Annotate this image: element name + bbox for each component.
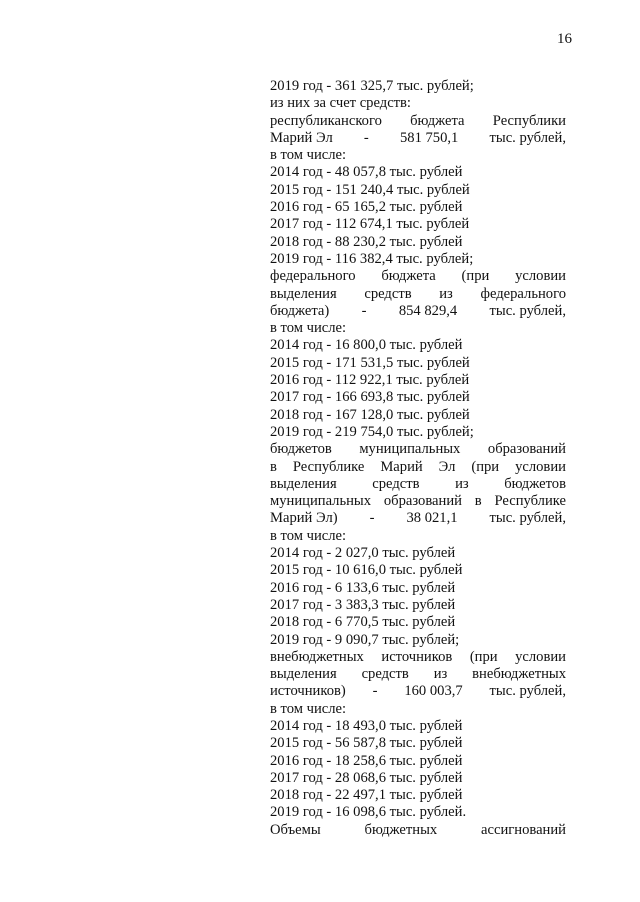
text-word: внебюджетных: [270, 648, 364, 665]
text-word: Эл: [438, 458, 456, 475]
justified-text-line: [270, 130, 566, 147]
justified-text-line: [270, 113, 566, 130]
text-line: 2016 год - 112 922,1 тыс. рублей: [270, 372, 470, 389]
text-line: 2017 год - 112 674,1 тыс. рублей: [270, 216, 470, 233]
justified-text-line: [270, 510, 566, 527]
justified-text-line: [270, 268, 566, 285]
text-word: бюджетных: [364, 821, 438, 838]
text-word: образований: [487, 441, 566, 458]
text-line: 2015 год - 171 531,5 тыс. рублей: [270, 354, 470, 371]
text-word: Марий Эл: [270, 129, 333, 146]
text-line: 2016 год - 18 258,6 тыс. рублей: [270, 752, 463, 769]
text-word: (при: [469, 648, 498, 665]
text-line: в том числе:: [270, 147, 347, 164]
text-line: 2015 год - 151 240,4 тыс. рублей: [270, 181, 470, 198]
justified-text-line: [270, 683, 566, 700]
text-line: из них за счет средств:: [270, 95, 411, 112]
text-word: тыс. рублей,: [489, 683, 566, 700]
text-word: Марий Эл): [270, 510, 338, 527]
text-word: бюджета: [381, 268, 436, 285]
justified-text-line: [270, 286, 566, 303]
justified-text-line: [270, 459, 566, 476]
justified-text-line: [270, 493, 566, 510]
justified-text-line: [270, 303, 566, 320]
page-number: 16: [557, 31, 572, 47]
text-word: (при: [471, 458, 500, 475]
text-word: условии: [515, 458, 566, 475]
text-word: тыс. рублей,: [489, 510, 566, 527]
text-word: 38 021,1: [406, 510, 458, 527]
text-line: 2014 год - 48 057,8 тыс. рублей: [270, 164, 463, 181]
text-word: условии: [515, 648, 566, 665]
text-word: из: [439, 285, 453, 302]
text-word: выделения: [270, 475, 337, 492]
text-word: 160 003,7: [404, 683, 463, 700]
text-line: в том числе:: [270, 700, 347, 717]
text-line: 2016 год - 6 133,6 тыс. рублей: [270, 579, 456, 596]
text-line: 2016 год - 65 165,2 тыс. рублей: [270, 199, 463, 216]
text-line: 2019 год - 361 325,7 тыс. рублей;: [270, 78, 474, 94]
text-line: 2018 год - 22 497,1 тыс. рублей: [270, 787, 463, 804]
text-word: -: [361, 302, 367, 319]
text-line: 2017 год - 166 693,8 тыс. рублей: [270, 389, 470, 406]
text-line: 2018 год - 6 770,5 тыс. рублей: [270, 614, 456, 631]
text-word: муниципальных: [270, 493, 372, 510]
justified-text-line: [270, 441, 566, 458]
text-line: 2019 год - 219 754,0 тыс. рублей;: [270, 423, 474, 440]
justified-text-line: [270, 822, 566, 839]
text-word: в: [270, 458, 277, 475]
text-word: бюджетов: [504, 475, 566, 492]
text-word: Республики: [492, 112, 566, 129]
text-word: выделения: [270, 666, 337, 683]
text-line: 2018 год - 167 128,0 тыс. рублей: [270, 406, 470, 423]
text-word: условии: [515, 268, 566, 285]
text-word: 854 829,4: [398, 302, 458, 319]
text-line: 2019 год - 9 090,7 тыс. рублей;: [270, 631, 460, 648]
justified-text-line: [270, 476, 566, 493]
text-line: 2017 год - 3 383,3 тыс. рублей: [270, 596, 456, 613]
text-line: 2015 год - 56 587,8 тыс. рублей: [270, 735, 463, 752]
text-word: федерального: [480, 285, 566, 302]
text-line: 2014 год - 18 493,0 тыс. рублей: [270, 717, 463, 734]
text-word: Республике: [292, 458, 365, 475]
text-word: бюджетов: [270, 441, 332, 458]
text-word: в: [474, 493, 482, 510]
text-word: средств: [361, 666, 409, 683]
text-word: Объемы: [270, 821, 321, 838]
text-word: образований: [383, 493, 462, 510]
text-word: тыс. рублей,: [489, 129, 566, 146]
text-line: 2014 год - 16 800,0 тыс. рублей: [270, 337, 463, 354]
text-word: средств: [364, 285, 412, 302]
text-word: -: [372, 683, 378, 700]
justified-text-line: [270, 649, 566, 666]
text-word: республиканского: [270, 112, 382, 129]
text-line: 2018 год - 88 230,2 тыс. рублей: [270, 233, 463, 250]
text-word: ассигнований: [481, 821, 566, 838]
text-word: источников): [270, 683, 346, 700]
text-word: тыс. рублей,: [489, 302, 566, 319]
text-word: средств: [372, 475, 420, 492]
text-word: муниципальных: [359, 441, 461, 458]
text-word: -: [369, 510, 375, 527]
text-word: источников: [381, 648, 453, 665]
text-word: -: [363, 129, 369, 146]
text-word: выделения: [270, 285, 337, 302]
text-line: в том числе:: [270, 527, 347, 544]
text-word: бюджета): [270, 302, 330, 319]
text-word: федерального: [270, 268, 356, 285]
text-line: 2015 год - 10 616,0 тыс. рублей: [270, 562, 463, 579]
text-word: бюджета: [410, 112, 465, 129]
text-word: из: [455, 475, 469, 492]
text-line: 2017 год - 28 068,6 тыс. рублей: [270, 769, 463, 786]
text-line: 2019 год - 116 382,4 тыс. рублей;: [270, 250, 474, 267]
text-word: из: [433, 666, 448, 683]
text-word: Марий: [380, 458, 423, 475]
text-word: 581 750,1: [399, 129, 459, 146]
justified-text-line: [270, 666, 566, 683]
text-word: Республике: [494, 493, 566, 510]
text-line: 2019 год - 16 098,6 тыс. рублей.: [270, 804, 467, 821]
funding-text-column: [270, 78, 566, 839]
text-line: 2014 год - 2 027,0 тыс. рублей: [270, 545, 456, 562]
text-word: (при: [461, 268, 490, 285]
text-line: в том числе:: [270, 320, 347, 337]
text-word: внебюджетных: [472, 666, 566, 683]
